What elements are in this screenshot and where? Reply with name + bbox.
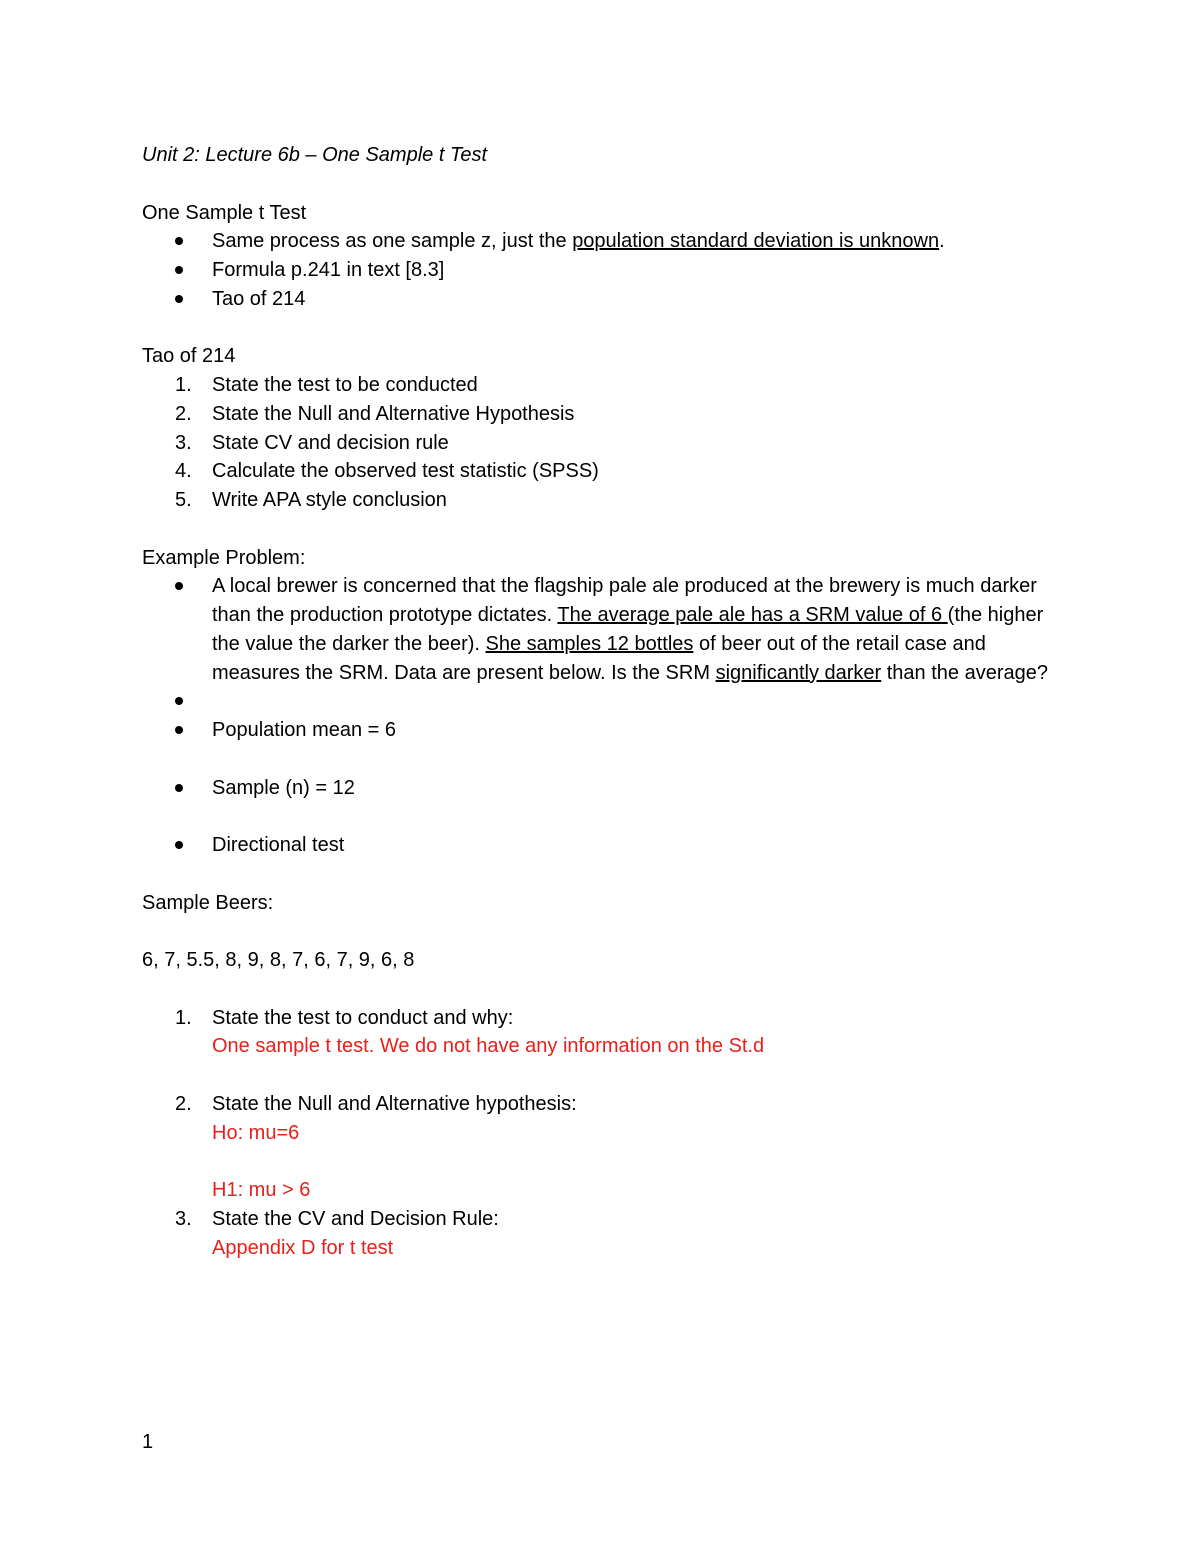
list-item: Population mean = 6 bbox=[142, 716, 1072, 745]
underlined-text: population standard deviation is unknown bbox=[572, 230, 940, 253]
sample-heading: Sample Beers: bbox=[142, 891, 274, 914]
facts-list bbox=[142, 716, 1072, 745]
answer-text: One sample t test. We do not have any information on the St.d bbox=[212, 1035, 765, 1058]
list-item: 2. State the Null and Alternative hypothesis: Ho: mu=6 H1: mu > 6 bbox=[142, 1090, 1072, 1205]
spacer bbox=[142, 1061, 1072, 1090]
answer-text: H1: mu > 6 bbox=[212, 1179, 311, 1201]
list-item: 4. Calculate the observed test statistic (SPSS) bbox=[175, 460, 599, 483]
example-bullet-list bbox=[142, 572, 1072, 687]
spacer bbox=[142, 975, 1072, 1004]
answers-list bbox=[142, 1004, 1072, 1062]
spacer bbox=[142, 170, 1072, 199]
list-item: 3. State the CV and Decision Rule: Appendix D for t test bbox=[142, 1205, 1072, 1263]
spacer bbox=[212, 1147, 1072, 1176]
tao-steps-list bbox=[142, 371, 1072, 515]
spacer bbox=[142, 687, 1072, 716]
list-item: Tao of 214 bbox=[142, 285, 1072, 314]
list-item: 5. Write APA style conclusion bbox=[175, 489, 447, 511]
question-text: State the CV and Decision Rule: bbox=[212, 1207, 499, 1230]
answer-text: Ho: mu=6 bbox=[212, 1121, 300, 1144]
intro-bullet-list bbox=[142, 227, 1072, 313]
page-content bbox=[142, 141, 1072, 1262]
list-item: Same process as one sample z, just the population standard deviation is unknown. bbox=[142, 227, 1072, 256]
list-item: 3. State CV and decision rule bbox=[175, 431, 449, 454]
page-title: Unit 2: Lecture 6b – One Sample t Test bbox=[142, 144, 488, 166]
spacer bbox=[142, 745, 1072, 774]
facts-list bbox=[142, 831, 1072, 860]
tao-heading: Tao of 214 bbox=[142, 345, 236, 368]
problem-statement: A local brewer is concerned that the flagship pale ale produced at the brewery is much darker than the production prototype dictates. The average pale ale has a SRM value of 6 (the higher the value the darker the beer). She samples 12 bottles of beer out of the retail case and measures the SRM. Data are present below. Is the SRM significantly darker than the average? bbox=[142, 572, 1072, 687]
list-item: 1. State the test to be conducted bbox=[175, 374, 478, 396]
sample-values: 6, 7, 5.5, 8, 9, 8, 7, 6, 7, 9, 6, 8 bbox=[142, 949, 415, 971]
intro-heading: One Sample t Test bbox=[142, 201, 307, 224]
question-text: State the Null and Alternative hypothesis: bbox=[212, 1092, 577, 1115]
spacer bbox=[142, 917, 1072, 946]
list-item: Formula p.241 in text [8.3] bbox=[142, 256, 1072, 285]
spacer bbox=[142, 802, 1072, 831]
facts-list bbox=[142, 774, 1072, 803]
answer-text: Appendix D for t test bbox=[212, 1236, 394, 1259]
list-item: 1. State the test to conduct and why: One sample t test. We do not have any information on the St.d bbox=[142, 1004, 1072, 1062]
spacer bbox=[142, 515, 1072, 544]
spacer bbox=[142, 314, 1072, 343]
example-heading: Example Problem: bbox=[142, 546, 306, 569]
underlined-text: The average pale ale has a SRM value of 6 bbox=[557, 604, 948, 626]
page-number: 1 bbox=[142, 1431, 154, 1453]
spacer bbox=[142, 860, 1072, 889]
underlined-text: She samples 12 bottles bbox=[485, 632, 694, 655]
list-item: 2. State the Null and Alternative Hypothesis bbox=[175, 402, 575, 425]
list-item: Directional test bbox=[142, 831, 1072, 860]
question-text: State the test to conduct and why: bbox=[212, 1006, 514, 1029]
underlined-text: significantly darker bbox=[715, 661, 882, 684]
list-item: Sample (n) = 12 bbox=[142, 774, 1072, 803]
answers-list bbox=[142, 1090, 1072, 1263]
